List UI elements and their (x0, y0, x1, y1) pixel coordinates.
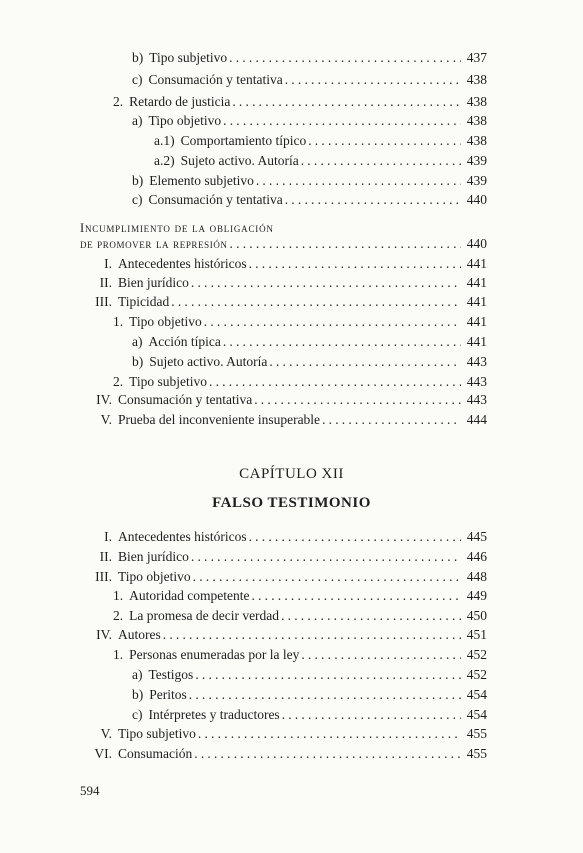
dot-leader (251, 586, 461, 606)
entry-label: Antecedentes históricos (118, 529, 247, 544)
dot-leader (281, 606, 461, 626)
entry-page: 452 (466, 647, 487, 662)
toc-entry (80, 724, 487, 744)
toc-entry (132, 332, 487, 352)
entry-page: 455 (466, 726, 487, 741)
entry-page: 446 (466, 549, 487, 564)
entry-label: Retardo de justicia (129, 94, 231, 109)
entry-label: Acción típica (148, 334, 221, 349)
dot-leader (282, 705, 461, 725)
dot-leader (171, 292, 461, 312)
dot-leader (223, 332, 461, 352)
dot-leader (322, 410, 461, 430)
toc-entry (80, 390, 487, 410)
entry-page: 440 (466, 192, 487, 207)
dot-leader (232, 92, 461, 112)
entry-number: V. (100, 412, 112, 427)
entry-number: IV. (96, 627, 112, 642)
entry-label: Tipo subjetivo (129, 374, 208, 389)
dot-leader (285, 190, 461, 210)
chapter-label: CAPÍTULO XII (239, 466, 344, 482)
dot-leader (269, 352, 461, 372)
dot-leader (229, 48, 461, 68)
toc-entry (80, 547, 487, 567)
entry-page: 445 (466, 529, 487, 544)
entry-label: Personas enumeradas por la ley (129, 647, 300, 662)
entry-number: b) (132, 173, 144, 188)
toc-entry (80, 234, 487, 254)
toc-entry (113, 92, 487, 112)
entry-label: Peritos (149, 687, 187, 702)
entry-label: Prueba del inconveniente insuperable (118, 412, 321, 427)
dot-leader (230, 234, 461, 254)
entry-label: Tipo objetivo (118, 569, 191, 584)
toc-entry (132, 685, 487, 705)
dot-leader (191, 273, 461, 293)
toc-entry (132, 70, 487, 90)
entry-number: V. (100, 726, 112, 741)
entry-page: 437 (466, 50, 487, 65)
entry-page: 450 (466, 608, 487, 623)
toc-entry (132, 665, 487, 685)
entry-page: 455 (466, 746, 487, 761)
entry-page: 443 (466, 392, 487, 407)
entry-number: II. (99, 549, 112, 564)
entry-page: 441 (466, 334, 487, 349)
dot-leader (209, 372, 461, 392)
entry-label: Consumación y tentativa (118, 392, 253, 407)
dot-leader (198, 724, 461, 744)
entry-page: 451 (466, 627, 487, 642)
entry-label: Tipo subjetivo (118, 726, 196, 741)
dot-leader (191, 547, 461, 567)
dot-leader (308, 131, 461, 151)
toc-entry (132, 352, 487, 372)
toc-entry (132, 190, 487, 210)
toc-entry (113, 645, 487, 665)
entry-label: Comportamiento típico (180, 133, 307, 148)
dot-leader (285, 70, 461, 90)
entry-number: 1. (113, 588, 124, 603)
entry-number: III. (95, 294, 112, 309)
entry-number: 2. (113, 374, 124, 389)
toc-entry (113, 372, 487, 392)
entry-label: Tipicidad (118, 294, 170, 309)
entry-page: 439 (466, 153, 487, 168)
toc-entry (80, 254, 487, 274)
entry-label: Elemento subjetivo (149, 173, 254, 188)
entry-number: a) (132, 113, 143, 128)
dot-leader (301, 151, 461, 171)
toc-entry (132, 111, 487, 131)
toc-entry (80, 625, 487, 645)
entry-number: 2. (113, 608, 124, 623)
entry-page: 448 (466, 569, 487, 584)
dot-leader (254, 390, 461, 410)
dot-leader (193, 567, 461, 587)
toc-entry (80, 744, 487, 764)
toc-entry (154, 131, 487, 151)
toc-entry (132, 171, 487, 191)
entry-number: 1. (113, 647, 124, 662)
entry-number: II. (99, 275, 112, 290)
entry-label: Bien jurídico (118, 549, 189, 564)
entry-label: Autoridad competente (129, 588, 250, 603)
entry-label: Autores (118, 627, 161, 642)
dot-leader (249, 527, 461, 547)
dot-leader (256, 171, 461, 191)
entry-page: 443 (466, 354, 487, 369)
entry-number: a) (132, 667, 143, 682)
entry-number: b) (132, 50, 144, 65)
entry-label: Consumación y tentativa (148, 72, 283, 87)
entry-page: 449 (466, 588, 487, 603)
entry-number: a.2) (154, 153, 175, 168)
entry-label: Consumación y tentativa (148, 192, 283, 207)
entry-page: 443 (466, 374, 487, 389)
entry-page: 440 (466, 236, 487, 251)
entry-label: Consumación (118, 746, 193, 761)
dot-leader (194, 744, 461, 764)
entry-page: 438 (466, 94, 487, 109)
entry-label: Sujeto activo. Autoría (180, 153, 299, 168)
toc-entry (80, 273, 487, 293)
chapter-title: FALSO TESTIMONIO (212, 495, 371, 511)
entry-label: Sujeto activo. Autoría (149, 354, 268, 369)
entry-page: 441 (466, 256, 487, 271)
entry-number: 1. (113, 314, 124, 329)
dot-leader (301, 645, 461, 665)
entry-label: Tipo objetivo (129, 314, 202, 329)
toc-entry (113, 606, 487, 626)
entry-number: a.1) (154, 133, 175, 148)
entry-page: 452 (466, 667, 487, 682)
page-number: 594 (80, 783, 100, 798)
entry-number: c) (132, 192, 143, 207)
section-heading-cont: de promover la represión (80, 236, 228, 251)
toc-entry (154, 151, 487, 171)
section-heading: Incumplimiento de la obligación (80, 221, 274, 235)
entry-page: 439 (466, 173, 487, 188)
dot-leader (204, 312, 461, 332)
entry-number: III. (95, 569, 112, 584)
toc-entry (80, 527, 487, 547)
toc-entry (80, 567, 487, 587)
entry-page: 438 (466, 113, 487, 128)
entry-number: a) (132, 334, 143, 349)
entry-number: c) (132, 72, 143, 87)
entry-label: Tipo objetivo (148, 113, 222, 128)
entry-page: 438 (466, 72, 487, 87)
toc-entry (132, 705, 487, 725)
entry-label: Testigos (148, 667, 194, 682)
entry-page: 454 (466, 687, 487, 702)
entry-label: Tipo subjetivo (149, 50, 228, 65)
entry-number: 2. (113, 94, 124, 109)
dot-leader (223, 111, 461, 131)
entry-label: Bien jurídico (118, 275, 189, 290)
entry-page: 444 (466, 412, 487, 427)
entry-number: I. (104, 256, 112, 271)
dot-leader (163, 625, 461, 645)
entry-number: b) (132, 354, 144, 369)
entry-page: 441 (466, 314, 487, 329)
toc-entry (80, 292, 487, 312)
toc-entry (113, 312, 487, 332)
entry-label: Antecedentes históricos (118, 256, 247, 271)
toc-entry (80, 410, 487, 430)
toc-entry (132, 48, 487, 68)
entry-number: c) (132, 707, 143, 722)
entry-page: 454 (466, 707, 487, 722)
toc-entry (113, 586, 487, 606)
entry-label: Intérpretes y traductores (148, 707, 280, 722)
entry-label: La promesa de decir verdad (129, 608, 280, 623)
entry-number: VI. (94, 746, 112, 761)
entry-page: 441 (466, 275, 487, 290)
entry-number: I. (104, 529, 112, 544)
dot-leader (195, 665, 461, 685)
entry-page: 441 (466, 294, 487, 309)
dot-leader (189, 685, 461, 705)
entry-page: 438 (466, 133, 487, 148)
dot-leader (249, 254, 461, 274)
entry-number: b) (132, 687, 144, 702)
entry-number: IV. (96, 392, 112, 407)
